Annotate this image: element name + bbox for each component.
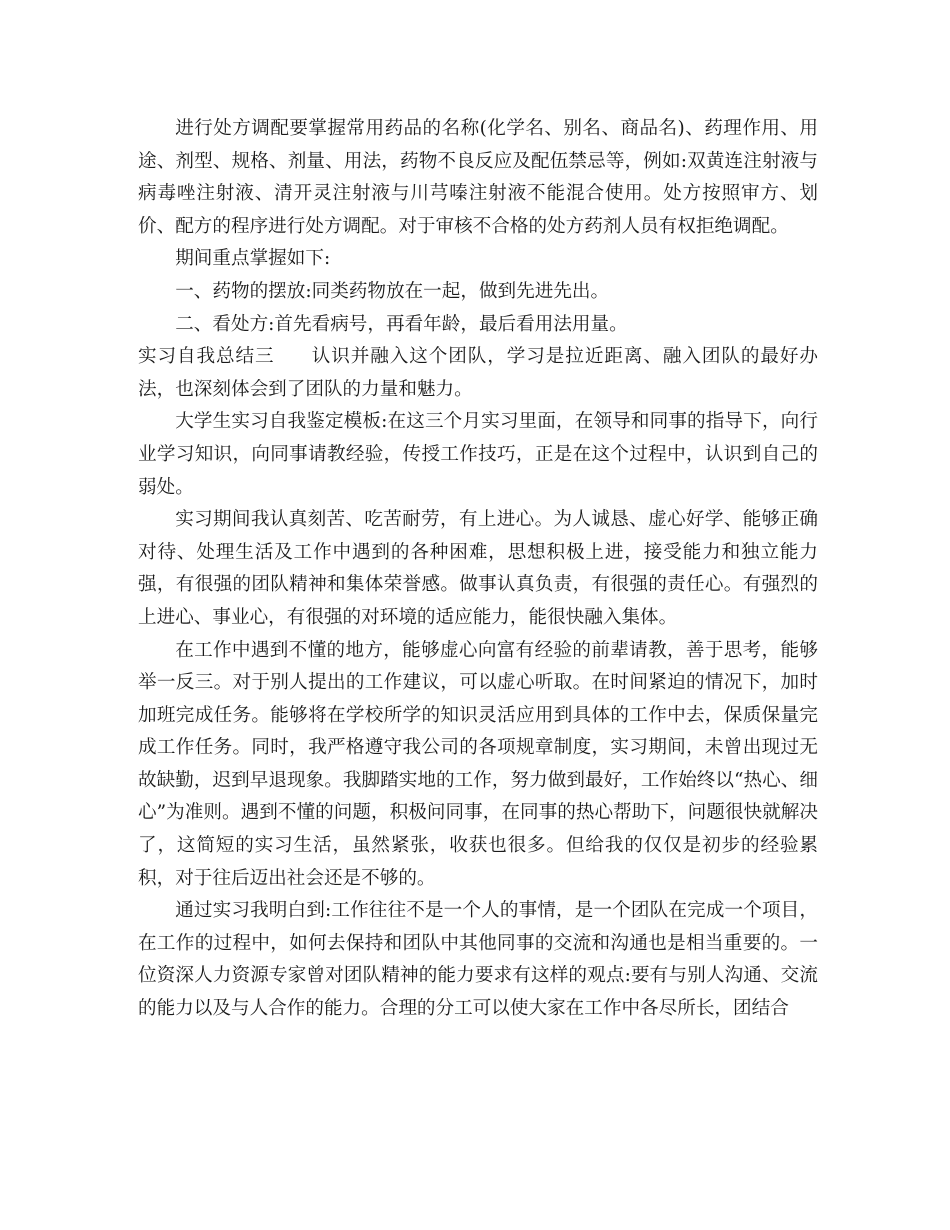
paragraph-self-appraisal: 大学生实习自我鉴定模板:在这三个月实习里面，在领导和同事的指导下，向行业学习知识，向同事请教经验，传授工作技巧，正是在这个过程中，认识到自己的弱处。 — [138, 411, 818, 498]
paragraph-point-two: 二、看处方:首先看病号，再看年龄，最后看用法用量。 — [175, 313, 628, 335]
section-first-text: 认识并融入这个团队，学习是拉近距离、融入团队的最好办法，也深刻体会到了团队的力量和魅力。 — [138, 346, 818, 400]
paragraph-teamwork: 通过实习我明白到:工作往往不是一个人的事情，是一个团队在完成一个项目，在工作的过程中，如何去保持和团队中其他同事的交流和沟通也是相当重要的。一位资深人力资源专家曾对团队精神的能力要求有这样的观点:要有与别人沟通、交流的能力以及与人合作的能力。合理的分工可以使大家在工作中各尽所长，团结合 — [138, 900, 818, 1020]
section-title: 实习自我总结三 — [138, 346, 275, 368]
paragraph-point-one: 一、药物的摆放:同类药物放在一起，做到先进先出。 — [175, 280, 610, 302]
document-page — [138, 113, 818, 1026]
paragraph-key-points-intro: 期间重点掌握如下: — [175, 248, 331, 270]
paragraph-diligence: 实习期间我认真刻苦、吃苦耐劳，有上进心。为人诚恳、虚心好学、能够正确对待、处理生活及工作中遇到的各种困难，思想积极上进，接受能力和独立能力强，有很强的团队精神和集体荣誉感。做事认真负责，有很强的责任心。有强烈的上进心、事业心，有很强的对环境的适应能力，能很快融入集体。 — [138, 509, 818, 628]
section-summary-three — [138, 341, 818, 406]
paragraph-prescription-dispensing: 进行处方调配要掌握常用药品的名称(化学名、别名、商品名)、药理作用、用途、剂型、规格、剂量、用法，药物不良反应及配伍禁忌等，例如:双黄连注射液与病毒唑注射液、清开灵注射液与川芎嗪注射液不能混合使用。处方按照审方、划价、配方的程序进行处方调配。对于审核不合格的处方药剂人员有权拒绝调配。 — [138, 118, 818, 237]
paragraph-learning-at-work: 在工作中遇到不懂的地方，能够虚心向富有经验的前辈请教，善于思考，能够举一反三。对于别人提出的工作建议，可以虚心听取。在时间紧迫的情况下，加时加班完成任务。能够将在学校所学的知识灵活应用到具体的工作中去，保质保量完成工作任务。同时，我严格遵守我公司的各项规章制度，实习期间，未曾出现过无故缺勤，迟到早退现象。我脚踏实地的工作，努力做到最好，工作始终以“热心、细心”为准则。遇到不懂的问题，积极问同事，在同事的热心帮助下，问题很快就解决了，这简短的实习生活，虽然紧张，收获也很多。但给我的仅仅是初步的经验累积，对于往后迈出社会还是不够的。 — [138, 639, 818, 889]
